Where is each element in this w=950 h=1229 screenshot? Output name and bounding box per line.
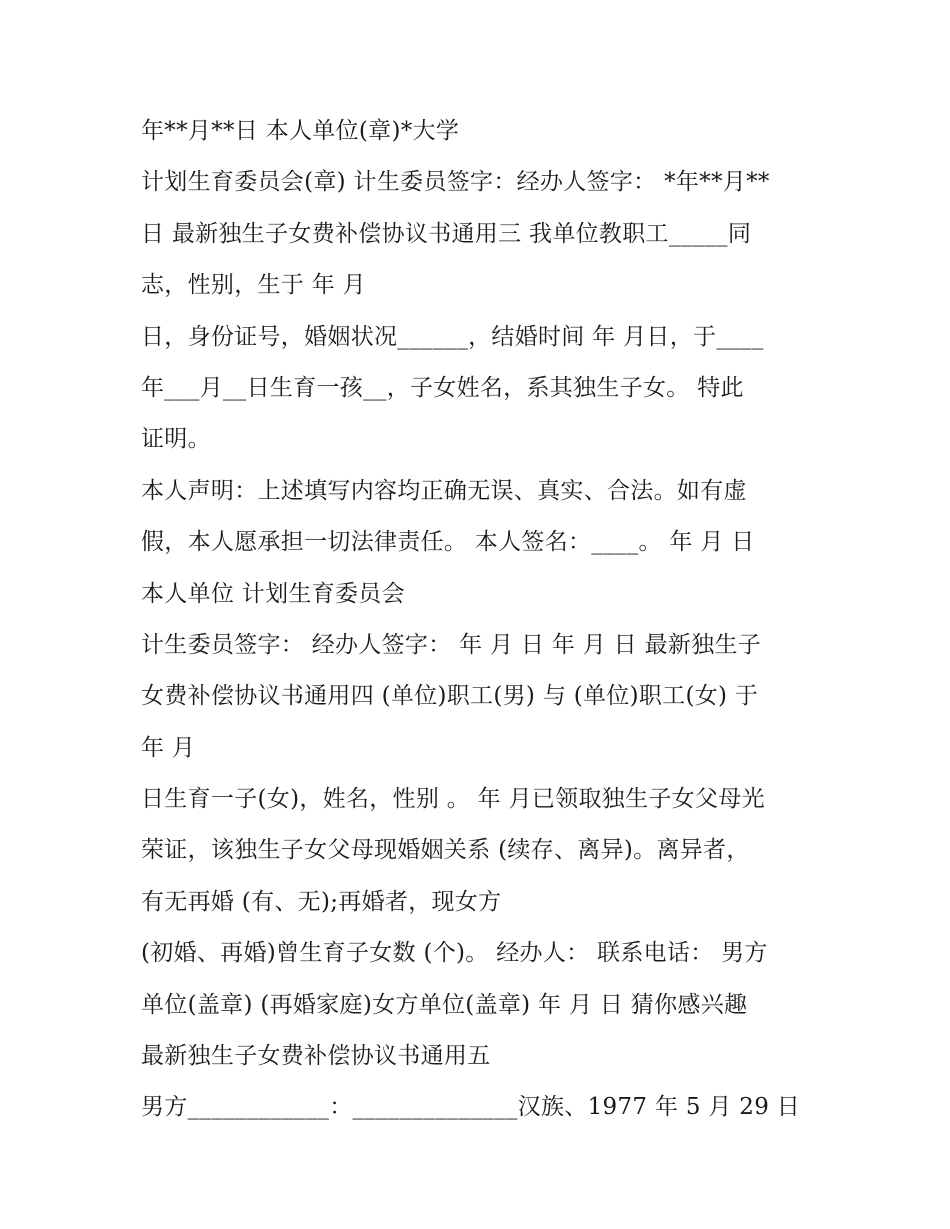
text-line: 男方____________：______________汉族、1977 年 5 月 29 日 bbox=[141, 1094, 801, 1121]
document-body bbox=[141, 106, 821, 1134]
text-line: 有无再婚 (有、无);再婚者，现女方 bbox=[141, 888, 502, 915]
text-line: 年 月 bbox=[141, 734, 196, 761]
text-line: 年___月__日生育一孩__，子女姓名，系其独生子女。 特此 bbox=[141, 374, 744, 401]
text-line: 年**月**日 本人单位(章)*大学 bbox=[141, 118, 460, 144]
text-line: 日，身份证号，婚姻状况______，结婚时间 年 月日，于____ bbox=[141, 323, 764, 350]
text-line: 计划生育委员会(章) 计生委员签字：经办人签字： *年**月** bbox=[141, 169, 770, 196]
text-line: 女费补偿协议书通用四 (单位)职工(男) 与 (单位)职工(女) 于 bbox=[141, 683, 759, 710]
text-line: 证明。 bbox=[141, 426, 211, 453]
text-line: 荣证，该独生子女父母现婚姻关系 (续存、离异)。离异者， bbox=[141, 837, 750, 864]
text-line: 日 最新独生子女费补偿协议书通用三 我单位教职工_____同 bbox=[141, 220, 752, 247]
text-line: 志，性别，生于 年 月 bbox=[141, 272, 366, 299]
text-line: 本人单位 计划生育委员会 bbox=[141, 580, 405, 607]
text-line: (初婚、再婚)曾生育子女数 (个)。 经办人： 联系电话： 男方 bbox=[141, 940, 768, 967]
text-line: 计生委员签字： 经办人签字： 年 月 日 年 月 日 最新独生子 bbox=[141, 631, 762, 658]
text-line: 日生育一子(女)，姓名，性别 。 年 月已领取独生子女父母光 bbox=[141, 786, 765, 813]
text-line: 最新独生子女费补偿协议书通用五 bbox=[141, 1043, 491, 1070]
text-line: 本人声明：上述填写内容均正确无误、真实、合法。如有虚 bbox=[141, 477, 747, 504]
text-line: 单位(盖章) (再婚家庭)女方单位(盖章) 年 月 日 猜你感兴趣 bbox=[141, 991, 748, 1018]
text-line: 假，本人愿承担一切法律责任。 本人签名：____。 年 月 日 bbox=[141, 529, 755, 556]
